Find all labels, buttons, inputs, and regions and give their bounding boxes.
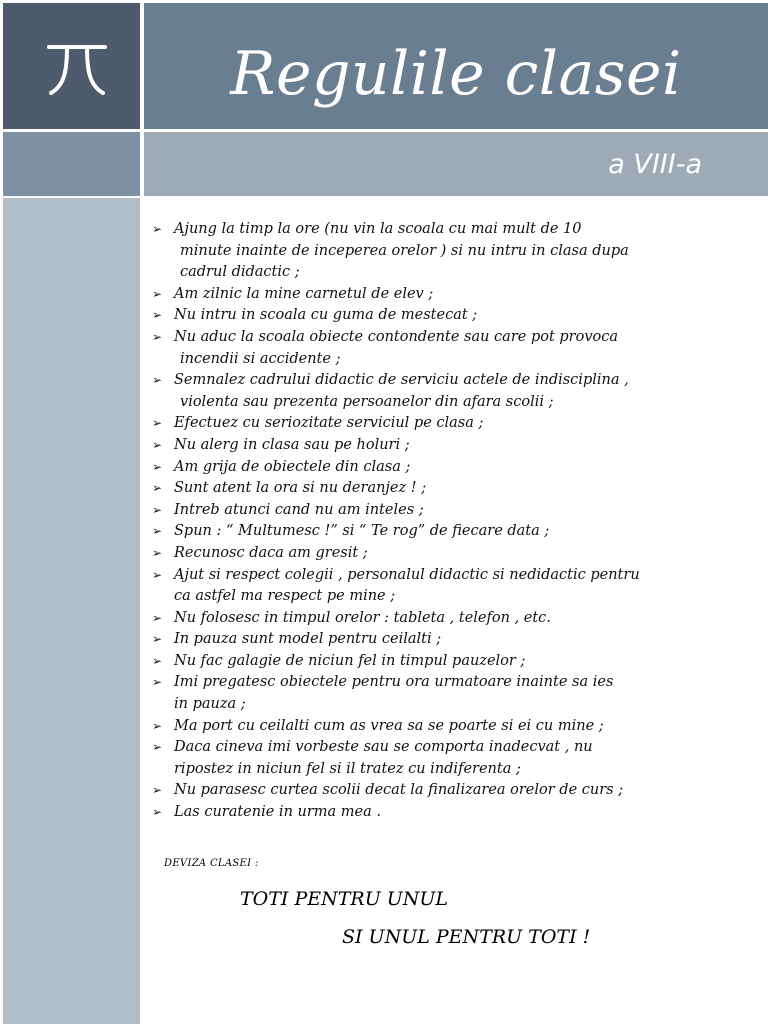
rule-item xyxy=(152,716,732,738)
arrow-bullet-icon: ➢ xyxy=(152,329,163,344)
rule-item xyxy=(152,219,732,284)
rule-text-line: ripostez in niciun fel si il tratez cu indiferenta ; xyxy=(174,760,521,777)
rule-text-line: Nu intru in scoala cu guma de mestecat ; xyxy=(174,307,478,324)
rule-text-line: Intreb atunci cand nu am inteles ; xyxy=(174,501,424,518)
arrow-bullet-icon: ➢ xyxy=(152,718,163,733)
rule-text-line: Efectuez cu seriozitate serviciul pe clasa ; xyxy=(174,415,484,432)
rule-text-line: Las curatenie in urma mea . xyxy=(174,804,381,821)
motto-line-2: SI UNUL PENTRU TOTI ! xyxy=(342,926,591,948)
rule-text-line: cadrul didactic ; xyxy=(180,264,300,281)
logo-panel xyxy=(3,3,140,129)
rule-text-line: Recunosc daca am gresit ; xyxy=(174,544,368,561)
rule-text-line: In pauza sunt model pentru ceilalti ; xyxy=(174,631,442,648)
rule-text-line: Ajung la timp la ore (nu vin la scoala cu mai mult de 10 xyxy=(174,221,582,237)
arrow-bullet-icon: ➢ xyxy=(152,481,163,496)
rule-text-line: Am grija de obiectele din clasa ; xyxy=(174,458,411,475)
arrow-bullet-icon: ➢ xyxy=(152,805,163,820)
rule-text-line: in pauza ; xyxy=(174,696,246,713)
rule-text-line: Semnalez cadrului didactic de serviciu actele de indisciplina , xyxy=(174,372,629,389)
arrow-bullet-icon: ➢ xyxy=(152,416,163,431)
rule-text-line: minute inainte de inceperea orelor ) si nu intru in clasa dupa xyxy=(180,242,629,259)
rule-item xyxy=(152,737,732,780)
arrow-bullet-icon: ➢ xyxy=(152,783,163,798)
rule-item xyxy=(152,327,732,370)
rule-item xyxy=(152,370,732,413)
arrow-bullet-icon: ➢ xyxy=(152,222,163,236)
arrow-bullet-icon: ➢ xyxy=(152,502,163,517)
rule-item xyxy=(152,543,732,565)
rule-item xyxy=(152,413,732,435)
rule-text-line: Nu parasesc curtea scolii decat la finalizarea orelor de curs ; xyxy=(174,782,624,799)
rule-item xyxy=(152,608,732,630)
rule-text-line: violenta sau prezenta persoanelor din afara scolii ; xyxy=(180,393,554,410)
rule-text-line: Imi pregatesc obiectele pentru ora urmatoare inainte sa ies xyxy=(174,674,614,691)
rule-text-line: incendii si accidente ; xyxy=(180,350,341,367)
rule-text-line: Ma port cu ceilalti cum as vrea sa se poarte si ei cu mine ; xyxy=(174,717,604,734)
rule-item xyxy=(152,478,732,500)
arrow-bullet-icon: ➢ xyxy=(152,524,163,539)
rules-list xyxy=(152,219,732,824)
rule-item xyxy=(152,284,732,306)
rule-item xyxy=(152,629,732,651)
arrow-bullet-icon: ➢ xyxy=(152,286,163,301)
arrow-bullet-icon: ➢ xyxy=(152,740,163,755)
arrow-bullet-icon: ➢ xyxy=(152,437,163,452)
arrow-bullet-icon: ➢ xyxy=(152,459,163,474)
arrow-bullet-icon: ➢ xyxy=(152,610,163,625)
rule-item xyxy=(152,651,732,673)
rule-item xyxy=(152,565,732,608)
rule-text-line: Sunt atent la ora si nu deranjez ! ; xyxy=(174,480,427,497)
rule-text-line: Nu folosesc in timpul orelor : tableta , telefon , etc. xyxy=(174,609,551,626)
rule-text-line: Am zilnic la mine carnetul de elev ; xyxy=(174,285,434,302)
rule-text-line: Ajut si respect colegii , personalul didactic si nedidactic pentru xyxy=(174,566,640,583)
rule-text-line: Nu aduc la scoala obiecte contondente sau care pot provoca xyxy=(174,328,619,345)
arrow-bullet-icon: ➢ xyxy=(152,308,163,323)
rule-text-line: Daca cineva imi vorbeste sau se comporta inadecvat , nu xyxy=(174,739,593,756)
rule-item xyxy=(152,500,732,522)
rule-text-line: ca astfel ma respect pe mine ; xyxy=(174,588,396,605)
rule-item xyxy=(152,435,732,457)
class-subtitle: a VIII-a xyxy=(608,149,702,180)
arrow-bullet-icon: ➢ xyxy=(152,675,163,690)
rule-item xyxy=(152,802,732,824)
arrow-bullet-icon: ➢ xyxy=(152,632,163,647)
arrow-bullet-icon: ➢ xyxy=(152,545,163,560)
rule-text-line: Spun : “ Multumesc !” si “ Te rog” de fiecare data ; xyxy=(174,523,550,540)
rule-text-line: Nu fac galagie de niciun fel in timpul pauzelor ; xyxy=(174,652,526,669)
rule-item xyxy=(152,672,732,715)
rule-item xyxy=(152,780,732,802)
motto-line-1: TOTI PENTRU UNUL xyxy=(240,888,449,910)
rule-item xyxy=(152,457,732,479)
sidebar-column xyxy=(3,198,140,1024)
pi-logo-icon xyxy=(43,39,111,99)
rule-text-line: Nu alerg in clasa sau pe holuri ; xyxy=(174,436,410,453)
rule-item xyxy=(152,521,732,543)
rule-item xyxy=(152,305,732,327)
sidebar-mid-block xyxy=(3,132,140,196)
arrow-bullet-icon: ➢ xyxy=(152,373,163,388)
page-title: Regulile clasei xyxy=(230,39,682,109)
arrow-bullet-icon: ➢ xyxy=(152,653,163,668)
motto-label: DEVIZA CLASEI : xyxy=(164,858,259,869)
arrow-bullet-icon: ➢ xyxy=(152,567,163,582)
